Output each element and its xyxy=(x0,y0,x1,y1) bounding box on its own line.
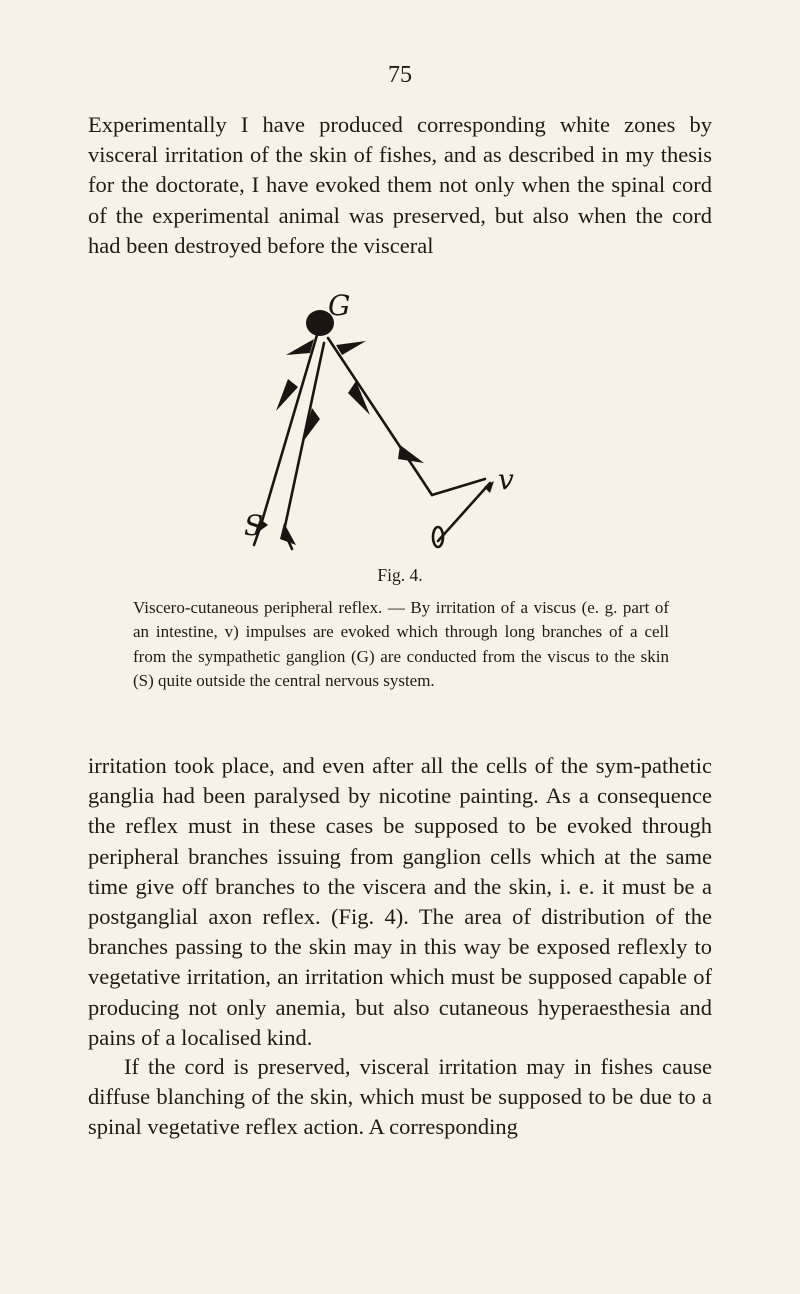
label-skin: S xyxy=(244,509,264,542)
body-paragraph-2: irritation took place, and even after all the cells of the sym-pathetic ganglia had been paralysed by nicotine painting. As a consequence the reflex must in these cases be supposed to be evoked through peripheral branches issuing from ganglion cells which at the same time give off branches to the viscera and the skin, i. e. it must be a postganglial axon reflex. (Fig. 4). The area of distribution of the branches passing to the skin may in this way be exposed reflexly to vegetative irritation, an irritation which must be supposed capable of producing not only anemia, but also cutaneous hyperaesthesia and pains of a localised kind. xyxy=(88,753,712,1050)
reflex-diagram-svg xyxy=(240,283,580,555)
axon-branch-viscus xyxy=(328,338,432,495)
body-paragraph-3: If the cord is preserved, visceral irritation may in fishes cause diffuse blanching of the skin, which must be supposed to be due to a spinal vegetative reflex action. A corresponding xyxy=(88,1054,712,1140)
arrow-inner-branch xyxy=(302,408,320,443)
figure-label: Fig. 4. xyxy=(377,565,423,585)
figure-4-diagram xyxy=(240,283,580,555)
arrow-cell-right xyxy=(336,341,366,355)
label-viscus: v xyxy=(498,463,514,496)
arrow-cell-left xyxy=(286,339,314,355)
arrow-viscus-branch-2 xyxy=(398,445,424,463)
arrow-skin-end-2 xyxy=(280,523,296,545)
viscus-wall xyxy=(432,479,490,541)
page-number: 75 xyxy=(388,62,412,88)
body-paragraph-1: Experimentally I have produced corresponding white zones by visceral irritation of the skin of fishes, and as described in my thesis for the doctorate, I have evoked them not only when the spinal cord of the experimental animal was preserved, but also when the cord had been destroyed before the visceral xyxy=(88,112,712,258)
label-ganglion: G xyxy=(328,289,351,322)
figure-caption: Viscero-cutaneous peripheral reflex. — By irritation of a viscus (e. g. part of an intestine, v) impulses are evoked which through long branches of a cell from the sympathetic ganglion (G) are conducted from the viscus to the skin (S) quite outside the central nervous system. xyxy=(133,598,669,690)
